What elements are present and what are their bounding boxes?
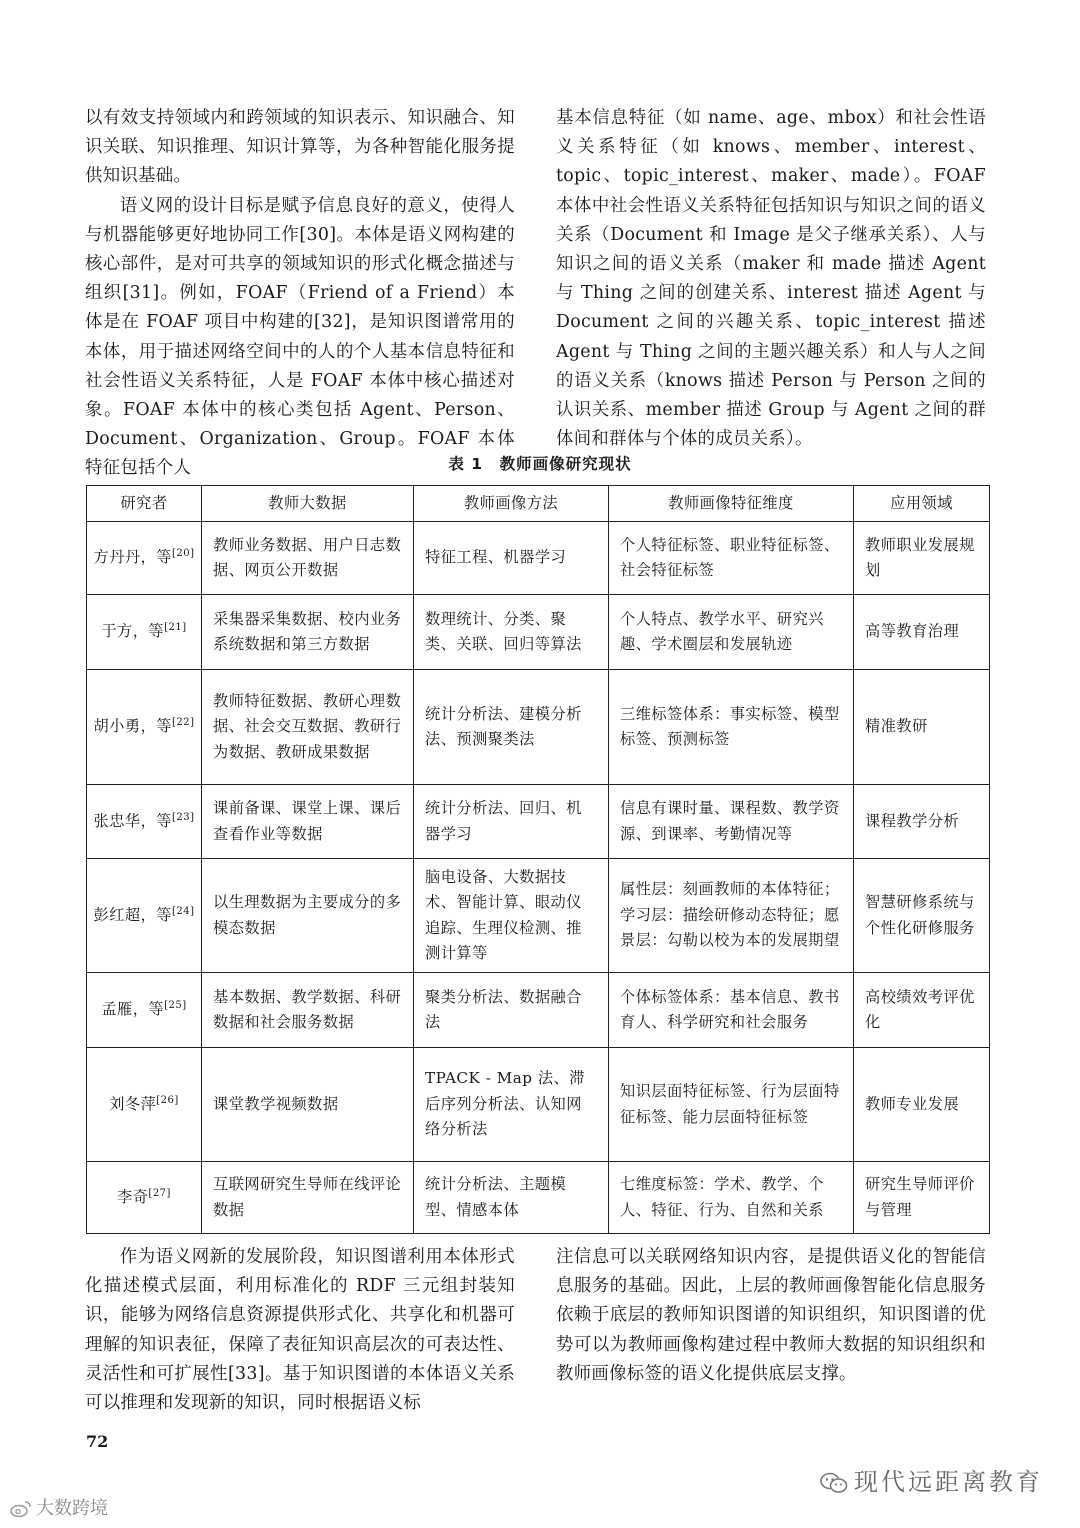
domain-cell: 高校绩效考评优化 bbox=[854, 973, 990, 1048]
data-cell: 教师业务数据、用户日志数据、网页公开数据 bbox=[202, 522, 414, 595]
dims-cell: 属性层：刻画教师的本体特征；学习层：描绘研修动态特征；愿景层：勾勒以校为本的发展期望 bbox=[609, 859, 854, 973]
method-cell: 统计分析法、主题模型、情感本体 bbox=[414, 1162, 609, 1234]
method-cell: 聚类分析法、数据融合法 bbox=[414, 973, 609, 1048]
header-application-domain: 应用领域 bbox=[854, 486, 990, 522]
researcher-cell: 张忠华，等[23] bbox=[87, 785, 202, 859]
header-teacher-big-data: 教师大数据 bbox=[202, 486, 414, 522]
domain-cell: 课程教学分析 bbox=[854, 785, 990, 859]
research-table bbox=[86, 485, 990, 1234]
table-row bbox=[87, 859, 990, 973]
domain-cell: 高等教育治理 bbox=[854, 595, 990, 670]
table-row bbox=[87, 973, 990, 1048]
watermark-left bbox=[10, 1494, 108, 1520]
method-cell: 特征工程、机器学习 bbox=[414, 522, 609, 595]
watermark-right bbox=[820, 1462, 1043, 1497]
paragraph: 作为语义网新的发展阶段，知识图谱利用本体形式化描述模式层面，利用标准化的 RDF 三元组封装知识，能够为网络信息资源提供形式化、共享化和机器可理解的知识表征，保障了表征知识高层次的可表达性、灵活性和可扩展性[33]。基于知识图谱的本体语义关系可以推理和发现新的知识，同时根据语义标 bbox=[85, 1247, 515, 1414]
wechat-icon bbox=[820, 1472, 848, 1494]
dims-cell: 个体标签体系：基本信息、教书育人、科学研究和社会服务 bbox=[609, 973, 854, 1048]
paragraph: 语义网的设计目标是赋予信息良好的意义，使得人与机器能够更好地协同工作[30]。本体是语义网构建的核心部件，是对可共享的领域知识的形式化概念描述与组织[31]。例如，FOAF（Friend of a Friend）本体是在 FOAF 项目中构建的[32]，是知识图谱常用的本体，用于描述网络空间中的人的个人基本信息特征和社会性语义关系特征，人是 FOAF 本体中核心描述对象。FOAF 本体中的核心类包括 Agent、Person、Document、Organization、Group。FOAF 本体特征包括个人 bbox=[85, 195, 515, 479]
table-row bbox=[87, 595, 990, 670]
dims-cell: 信息有课时量、课程数、教学资源、到课率、考勤情况等 bbox=[609, 785, 854, 859]
dims-cell: 知识层面特征标签、行为层面特征标签、能力层面特征标签 bbox=[609, 1048, 854, 1162]
header-researcher: 研究者 bbox=[87, 486, 202, 522]
table-row bbox=[87, 1162, 990, 1234]
dims-cell: 七维度标签：学术、教学、个人、特征、行为、自然和关系 bbox=[609, 1162, 854, 1234]
domain-cell: 教师专业发展 bbox=[854, 1048, 990, 1162]
paragraph: 以有效支持领域内和跨领域的知识表示、知识融合、知识关联、知识推理、知识计算等，为各种智能化服务提供知识基础。 bbox=[85, 108, 515, 187]
dims-cell: 个人特点、教学水平、研究兴趣、学术圈层和发展轨迹 bbox=[609, 595, 854, 670]
watermark-left-text: 大数跨境 bbox=[36, 1498, 108, 1519]
header-feature-dimensions: 教师画像特征维度 bbox=[609, 486, 854, 522]
domain-cell: 教师职业发展规划 bbox=[854, 522, 990, 595]
table-row bbox=[87, 670, 990, 785]
data-cell: 互联网研究生导师在线评论数据 bbox=[202, 1162, 414, 1234]
researcher-cell: 刘冬萍[26] bbox=[87, 1048, 202, 1162]
method-cell: 统计分析法、建模分析法、预测聚类法 bbox=[414, 670, 609, 785]
method-cell: 统计分析法、回归、机器学习 bbox=[414, 785, 609, 859]
researcher-cell: 彭红超，等[24] bbox=[87, 859, 202, 973]
left-column-bottom bbox=[85, 1243, 515, 1418]
weibo-icon bbox=[10, 1500, 32, 1518]
data-cell: 以生理数据为主要成分的多模态数据 bbox=[202, 859, 414, 973]
table-row bbox=[87, 1048, 990, 1162]
page-number: 72 bbox=[86, 1432, 109, 1451]
researcher-cell: 孟雁，等[25] bbox=[87, 973, 202, 1048]
dims-cell: 个人特征标签、职业特征标签、社会特征标签 bbox=[609, 522, 854, 595]
domain-cell: 智慧研修系统与个性化研修服务 bbox=[854, 859, 990, 973]
watermark-right-text: 现代远距离教育 bbox=[854, 1468, 1043, 1496]
researcher-cell: 李奇[27] bbox=[87, 1162, 202, 1234]
researcher-cell: 胡小勇，等[22] bbox=[87, 670, 202, 785]
paragraph: 基本信息特征（如 name、age、mbox）和社会性语义关系特征（如 knows、member、interest、topic、topic_interest、maker、made）。FOAF 本体中社会性语义关系特征包括知识与知识之间的语义关系（Document 和 Image 是父子继承关系）、人与知识之间的语义关系（maker 和 made 描述 Agent 与 Thing 之间的创建关系、interest 描述 Agent 与 Document 之间的兴趣关系、topic_interest 描述 Agent 与 Thing 之间的主题兴趣关系）和人与人之间的语义关系（knows 描述 Person 与 Person 之间的认识关系、member 描述 Group 与 Agent 之间的群体间和群体与个体的成员关系）。 bbox=[556, 108, 986, 450]
right-column-top bbox=[556, 104, 986, 454]
table-caption: 表 1 教师画像研究现状 bbox=[448, 455, 632, 473]
right-column-bottom bbox=[556, 1243, 986, 1389]
data-cell: 采集器采集数据、校内业务系统数据和第三方数据 bbox=[202, 595, 414, 670]
table-row bbox=[87, 785, 990, 859]
researcher-cell: 方丹丹，等[20] bbox=[87, 522, 202, 595]
researcher-cell: 于方，等[21] bbox=[87, 595, 202, 670]
domain-cell: 精准教研 bbox=[854, 670, 990, 785]
data-cell: 课堂教学视频数据 bbox=[202, 1048, 414, 1162]
table-header-row bbox=[87, 486, 990, 522]
data-cell: 教师特征数据、教研心理数据、社会交互数据、教研行为数据、教研成果数据 bbox=[202, 670, 414, 785]
header-portrait-method: 教师画像方法 bbox=[414, 486, 609, 522]
method-cell: 脑电设备、大数据技术、智能计算、眼动仪追踪、生理仪检测、推测计算等 bbox=[414, 859, 609, 973]
method-cell: 数理统计、分类、聚类、关联、回归等算法 bbox=[414, 595, 609, 670]
data-cell: 课前备课、课堂上课、课后查看作业等数据 bbox=[202, 785, 414, 859]
dims-cell: 三维标签体系：事实标签、模型标签、预测标签 bbox=[609, 670, 854, 785]
left-column-top bbox=[85, 104, 515, 484]
method-cell: TPACK - Map 法、滞后序列分析法、认知网络分析法 bbox=[414, 1048, 609, 1162]
data-cell: 基本数据、教学数据、科研数据和社会服务数据 bbox=[202, 973, 414, 1048]
table-row bbox=[87, 522, 990, 595]
domain-cell: 研究生导师评价与管理 bbox=[854, 1162, 990, 1234]
paragraph: 注信息可以关联网络知识内容，是提供语义化的智能信息服务的基础。因此，上层的教师画像智能化信息服务依赖于底层的教师知识图谱的知识组织，知识图谱的优势可以为教师画像构建过程中教师大数据的知识组织和教师画像标签的语义化提供底层支撑。 bbox=[556, 1247, 986, 1384]
